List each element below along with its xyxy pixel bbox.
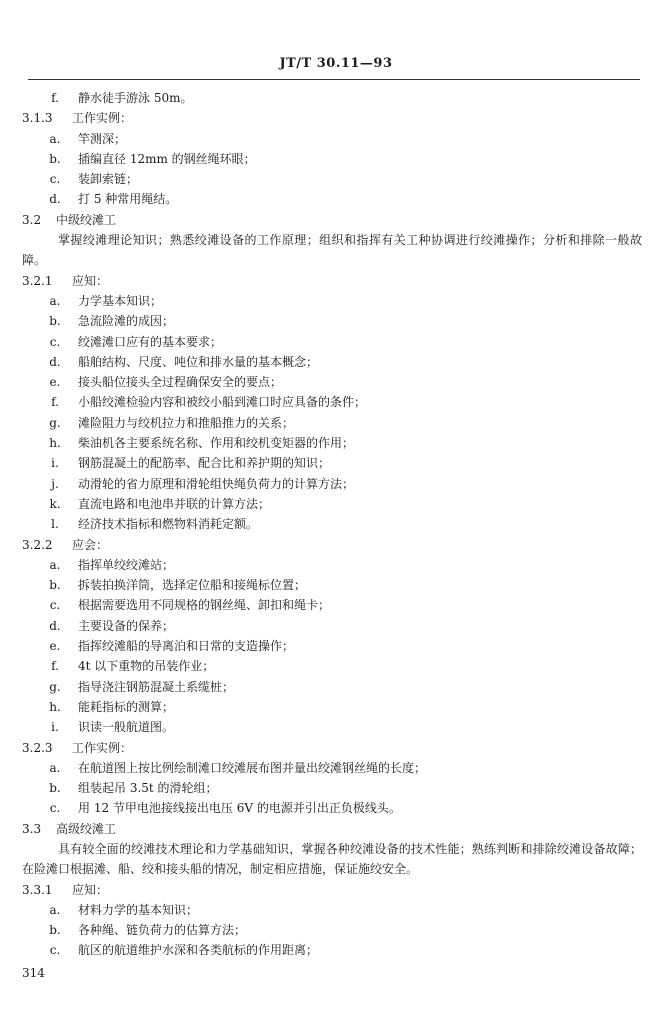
section-title: 应知： [72,273,109,288]
item-text: 根据需要选用不同规格的钢丝绳、卸扣和绳卡； [78,598,331,613]
list-item [0,433,672,453]
item-text: 经济技术指标和燃物料消耗定额。 [78,517,259,532]
list-item [0,189,672,209]
item-label: h. [49,436,61,451]
item-text: 识读一般航道图。 [78,720,175,735]
item-text: 急流险滩的成因； [78,314,175,329]
item-text: 静水徒手游泳 50m。 [78,91,193,105]
item-label: i. [51,720,59,735]
item-label: g. [49,415,61,430]
section-number: 3.1.3 [22,111,53,126]
list-item [0,494,672,514]
item-text: 材料力学的基本知识； [78,902,199,917]
list-item [0,372,672,392]
list-item [0,717,672,737]
item-text: 在航道图上按比例绘制滩口绞滩展布图并量出绞滩钢丝绳的长度； [78,760,427,775]
section-title: 工作实例： [72,740,133,755]
item-text: 航区的航道维护水深和各类航标的作用距离； [78,943,319,958]
item-text: 组装起吊 3.5t 的滑轮组； [78,781,218,796]
list-item [0,900,672,920]
item-text: 主要设备的保养； [78,618,175,633]
list-item [0,677,672,697]
item-label: c. [49,801,61,816]
item-text: 各种绳、链负荷力的估算方法； [78,923,247,938]
item-text: 指挥单绞绞滩站； [78,557,175,572]
item-text: 接头船位接头全过程确保安全的要点； [78,375,283,390]
section-paragraph: 掌握绞滩理论知识；熟悉绞滩设备的工作原理；组织和指挥有关工种协调进行绞滩操作；分析和排除一般故障。 [22,233,642,268]
item-label: d. [49,618,61,633]
section-title: 工作实例： [72,111,133,126]
section-title: 中级绞滩工 [56,212,117,227]
item-text: 指挥绞滩船的导离泊和日常的支造操作； [78,639,295,654]
section-heading-3-1-3 [0,108,672,128]
header-rule [28,79,640,80]
item-label: b. [49,314,61,329]
section-heading-3-2-3 [0,738,672,758]
list-item [0,149,672,169]
list-item [0,413,672,433]
list-item [0,453,672,473]
section-heading-3-2-2 [0,535,672,555]
list-item [0,575,672,595]
item-label: l. [51,517,59,532]
section-number: 3.3 [22,821,42,836]
item-text: 柴油机各主要系统名称、作用和绞机变矩器的作用； [78,436,355,451]
item-label: a. [49,760,61,775]
page-header [0,56,672,71]
item-text: 钢筋混凝土的配筋率、配合比和养护期的知识； [78,456,331,471]
item-label: b. [49,923,61,938]
item-text: 拆装拍换洋筒，选择定位船和接绳标位置； [78,578,307,593]
item-label: j. [51,476,59,491]
item-text: 滩险阻力与绞机拉力和推船推力的关系； [78,415,295,430]
section-title: 应会： [72,537,109,552]
list-item [0,595,672,615]
section-heading-3-2-1 [0,271,672,291]
list-item [0,616,672,636]
item-text: 竿测深； [78,131,127,146]
item-label: c. [49,334,61,349]
item-label: b. [49,578,61,593]
list-item [0,940,672,960]
item-text: 动滑轮的省力原理和滑轮组快绳负荷力的计算方法； [78,476,355,491]
list-item [0,656,672,676]
item-label: c. [49,598,61,613]
section-number: 3.2.3 [22,740,53,755]
item-label: b. [49,781,61,796]
list-item [0,332,672,352]
item-label: d. [49,192,61,207]
item-label: k. [49,496,61,511]
list-item [0,88,672,108]
list-item [0,352,672,372]
item-label: d. [49,354,61,369]
item-text: 用 12 节甲电池接线接出电压 6V 的电源并引出正负极线头。 [78,801,401,816]
list-item [0,555,672,575]
item-label: a. [49,131,61,146]
list-item [0,291,672,311]
section-paragraph: 具有较全面的绞滩技术理论和力学基础知识，掌握各种绞滩设备的技术性能；熟练判断和排除绞滩设备故障；在险滩口根据滩、船、绞和接头船的情况，制定相应措施，保证施绞安全。 [22,841,642,877]
list-item [0,758,672,778]
item-label: e. [49,375,61,390]
item-text: 打 5 种常用绳结。 [78,192,178,207]
item-text: 绞滩滩口应有的基本要求； [78,334,223,349]
item-text: 能耗指标的测算； [78,699,175,714]
section-title: 应知： [72,882,109,897]
section-heading-3-3 [0,819,672,839]
item-label: i. [51,456,59,471]
list-item [0,474,672,494]
item-label: a. [49,293,61,308]
item-label: a. [49,902,61,917]
document-code: JT/T 30.11—93 [279,56,393,71]
item-text: 力学基本知识； [78,293,163,308]
item-label: b. [49,151,61,166]
list-item [0,514,672,534]
section-heading-3-2 [0,210,672,230]
item-text: 插编直径 12mm 的钢丝绳环眼； [78,151,256,166]
section-number: 3.3.1 [22,882,53,897]
list-item [0,311,672,331]
item-text: 直流电路和电池串并联的计算方法； [78,496,271,511]
item-label: c. [49,172,61,187]
item-label: e. [49,639,61,654]
item-text: 装卸索链； [78,172,139,187]
item-label: g. [49,679,61,694]
page-content [0,88,672,961]
item-label: a. [49,557,61,572]
section-heading-3-3-1 [0,880,672,900]
list-item [0,392,672,412]
section-number: 3.2.1 [22,273,53,288]
item-text: 船舶结构、尺度、吨位和排水量的基本概念； [78,354,319,369]
item-label: h. [49,699,61,714]
item-text: 小船绞滩检验内容和被绞小船到滩口时应具备的条件； [78,395,367,410]
page-number: 314 [22,966,45,980]
item-label: f. [51,395,59,410]
item-label: f. [51,659,59,674]
section-title: 高级绞滩工 [56,821,117,836]
item-label: f. [51,91,59,105]
item-text: 指导浇注钢筋混凝土系缆桩； [78,679,235,694]
item-text: 4t 以下重物的吊装作业； [78,659,215,674]
list-item [0,798,672,818]
section-number: 3.2.2 [22,537,53,552]
list-item [0,697,672,717]
section-number: 3.2 [22,212,42,227]
list-item [0,169,672,189]
list-item [0,636,672,656]
list-item [0,920,672,940]
item-label: c. [49,943,61,958]
list-item [0,778,672,798]
list-item [0,129,672,149]
